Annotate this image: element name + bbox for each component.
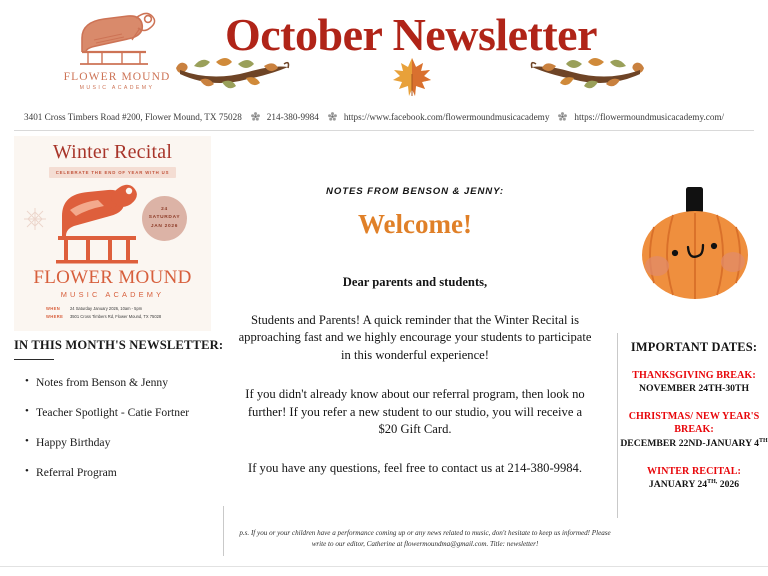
date-entry-value-main: JANUARY 24: [648, 479, 708, 491]
main-content: [224, 186, 606, 478]
flower-icon: [558, 112, 567, 123]
grand-piano-violin-logo-icon: [62, 8, 172, 70]
contact-address: 3401 Cross Timbers Road #200, Flower Mound, TX 75028: [24, 112, 242, 122]
poster-where-value: 3501 Cross Timbers Rd, Flower Mound, TX 75028: [70, 313, 162, 319]
poster-title: Winter Recital: [52, 141, 173, 163]
important-dates-heading: IMPORTANT DATES:: [630, 340, 758, 354]
poster-ribbon: [49, 167, 176, 178]
date-entry-value-tail: 2026: [717, 479, 740, 491]
badge-day: 24: [161, 206, 168, 212]
badge-weekday: SATURDAY: [148, 215, 181, 221]
date-entry-value-suffix: TH: [759, 437, 768, 444]
list-item[interactable]: • Teacher Spotlight - Catie Fortner: [36, 406, 214, 419]
badge-month-year: JAN 2026: [150, 223, 179, 229]
date-entry-winter-recital: [620, 465, 768, 492]
logo-name: FLOWER MOUND: [63, 71, 171, 83]
snowflake-icon: [22, 206, 48, 232]
header-divider: [14, 130, 754, 131]
body-paragraph: If you have any questions, feel free to contact us at 214-380-9984.: [248, 461, 582, 476]
date-entry-value: NOVEMBER 24TH-30TH: [638, 383, 750, 395]
contact-facebook-link[interactable]: https://www.facebook.com/flowermoundmusicacademy: [343, 112, 550, 122]
list-item[interactable]: • Happy Birthday: [36, 436, 214, 449]
salutation: Dear parents and students,: [342, 275, 488, 289]
maple-leaf-icon: [391, 56, 433, 100]
date-entry-title: THANKSGIVING BREAK:: [632, 370, 756, 381]
heading-underline: [14, 359, 54, 360]
date-entry-value-main: DECEMBER 22ND-JANUARY 4: [620, 437, 760, 449]
poster-ribbon-text: CELEBRATE THE END OF YEAR WITH US: [55, 170, 170, 175]
flower-icon: [328, 112, 337, 123]
page-title: October Newsletter: [224, 9, 598, 60]
newsletter-contents-section: [14, 338, 224, 496]
list-item[interactable]: • Referral Program: [36, 466, 214, 479]
body-paragraph: Students and Parents! A quick reminder that the Winter Recital is approaching fast and we highly encourage your students to participate in this wonderful experience!: [238, 313, 592, 362]
winter-recital-poster: [14, 136, 211, 331]
poster-brand: FLOWER MOUND: [33, 267, 192, 288]
contact-phone[interactable]: 214-380-9984: [266, 112, 319, 122]
ps-divider: [223, 506, 224, 556]
date-entry-christmas: [620, 410, 768, 451]
poster-details: [46, 305, 211, 320]
poster-artwork-area: [14, 178, 211, 266]
date-entry-title: CHRISTMAS/ NEW YEAR'S BREAK:: [628, 411, 760, 436]
poster-date-badge: [142, 196, 187, 241]
date-entry-value: [620, 438, 768, 451]
poster-where-label: WHERE: [46, 313, 64, 319]
poster-when-label: WHEN: [46, 306, 61, 311]
smiling-pumpkin-illustration-icon: [640, 183, 750, 301]
notes-from-heading: NOTES FROM BENSON & JENNY:: [326, 186, 504, 197]
date-entry-thanksgiving: [620, 369, 768, 396]
logo-subtitle: MUSIC ACADEMY: [79, 85, 155, 91]
poster-when-value: 24 Saturday January 2026, 10am - 5pm: [70, 306, 143, 311]
contact-bar: [0, 106, 768, 128]
newsletter-contents-heading: IN THIS MONTH'S NEWSLETTER:: [14, 338, 224, 352]
body-paragraph: If you didn't already know about our referral program, then look no further! If you refer a new student to our studio, you will receive a $20 Gift Card.: [245, 387, 585, 436]
newsletter-contents-list: [36, 376, 214, 479]
contact-website-link[interactable]: https://flowermoundmusicacademy.com/: [574, 112, 725, 122]
flower-icon: [251, 112, 260, 123]
poster-where-row: [46, 313, 211, 321]
grand-piano-violin-illustration-icon: [52, 180, 142, 264]
ps-note: p.s. If you or your children have a performance coming up or any news related to music, don't hesitate to keep us informed! Please write to our editor, Catherine at flowermoundma@gmail.com. Title: newsletter!: [239, 529, 611, 549]
important-dates-section: [620, 340, 768, 492]
date-entry-value: [620, 479, 768, 492]
list-item[interactable]: • Notes from Benson & Jenny: [36, 376, 214, 389]
welcome-heading: Welcome!: [358, 209, 472, 239]
poster-when-row: [46, 305, 211, 313]
right-column-divider: [617, 333, 618, 518]
date-entry-value-suffix: TH,: [707, 479, 718, 486]
academy-logo: [57, 8, 177, 91]
footer-divider: [0, 566, 768, 567]
date-entry-title: WINTER RECITAL:: [647, 465, 741, 477]
poster-brand-subtitle: MUSIC ACADEMY: [60, 290, 165, 299]
